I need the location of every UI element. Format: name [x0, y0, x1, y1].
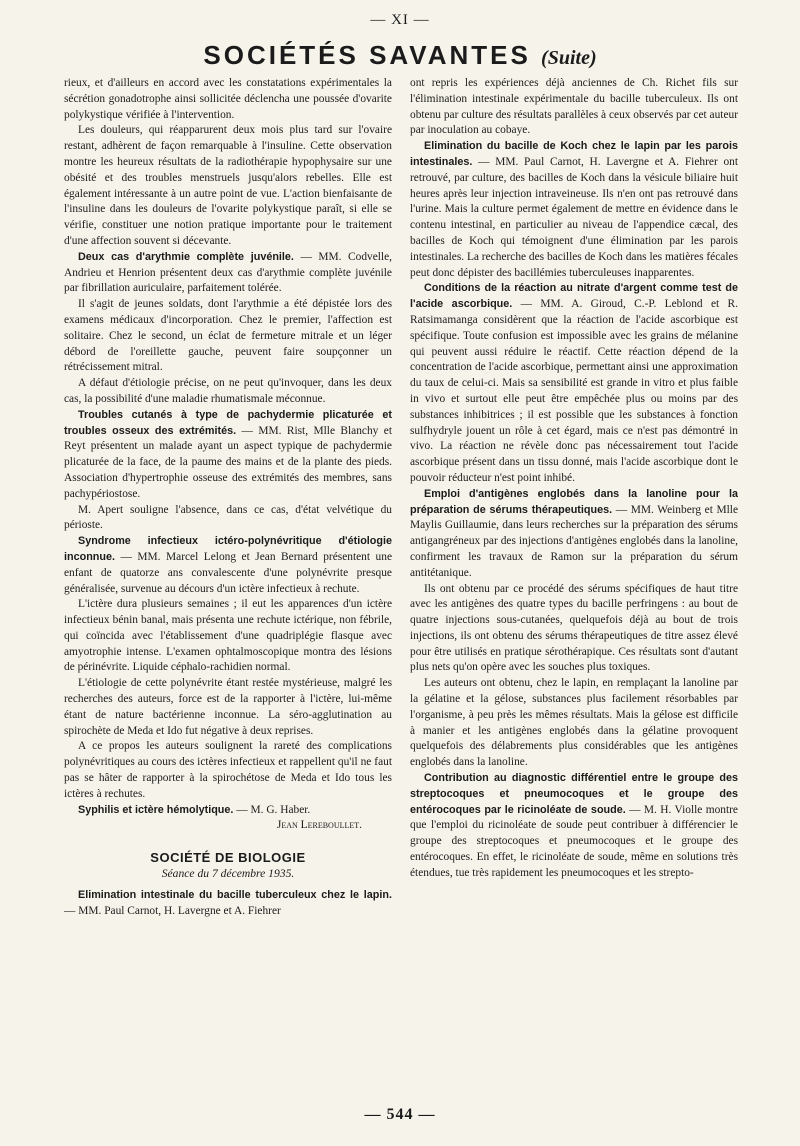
title-main: SOCIÉTÉS SAVANTES: [203, 40, 531, 70]
article-text: — M. G. Haber.: [233, 803, 311, 816]
paragraph: Ils ont obtenu par ce procédé des sérums spécifiques de haut titre avec les antigènes des quatre types du bacille perfringens : au bout de quatre injections sous-cutanées, quelquefois déjà au bout de trois injections, ils ont obtenu des sérums thérapeutiques de titre assez élevé pour être utilisés en pratique sérothérapique. Ces résultats sont d'autant plus nets qu'on opère avec les souches plus toxiques.: [410, 582, 738, 674]
title-suite: (Suite): [541, 47, 597, 69]
article-heading: Emploi d'antigènes englobés dans la lanoline pour la préparation de sérums thérapeutiques.: [410, 487, 738, 516]
article-text: — MM. Rist, Mlle Blanchy et Reyt présentent un malade ayant un aspect typique de pachydermie plicaturée de la face, de la paume des mains et de la plante des pieds. Association d'hypertrophie osseuse des extrémités des membres, sans pachypériostose.: [64, 424, 392, 500]
article-entry: [64, 250, 392, 297]
article-text: — MM. Weinberg et Mlle Maylis Guillaumie, dans leurs recherches sur la préparation des sérums antigangréneux par des injections d'antigènes englobés dans la lanoline, confirment les travaux de Ramon sur la préparation du sérum antitétanique.: [410, 503, 738, 579]
paragraph: M. Apert souligne l'absence, dans ce cas, d'état velvétique du périoste.: [64, 503, 392, 532]
article-entry: [64, 888, 392, 920]
article-entry: [410, 281, 738, 486]
paragraph: ont repris les expériences déjà anciennes de Ch. Richet fils sur l'élimination intestinale expérimentale du bacille tuberculeux. Ils ont obtenu par culture des résultats parallèles à ceux observés par cet auteur par inoculation au cobaye.: [410, 77, 738, 137]
paragraph: L'étiologie de cette polynévrite étant restée mystérieuse, malgré les recherches des auteurs, force est de la rapporter à l'ictère, lui-même étant de nature bactérienne inconnue. La séro-agglutination au spirochète de Meda et Ido fut négative à deux reprises.: [64, 677, 392, 737]
article-heading: Elimination intestinale du bacille tuberculeux chez le lapin.: [78, 888, 392, 901]
paragraph: rieux, et d'ailleurs en accord avec les constatations expérimentales la sécrétion gonadotrophe ainsi sollicitée déclencha une poussée d'ovarite polykystique vérifiée à l'intervention.: [64, 77, 392, 121]
article-heading: Elimination du bacille de Koch chez le lapin par les parois intestinales.: [410, 140, 738, 168]
page-number: — 544 —: [364, 1106, 436, 1123]
article-text: — MM. Paul Carnot, H. Lavergne et A. Fiehrer ont retrouvé, par culture, des bacilles de Koch dans la vésicule biliaire huit heures après leur injection intraveineuse. Ils n'en ont pas retrouvé dans l'urine. Mais la culture permet également de mettre en évidence dans le contenu intestinal, en particulier au niveau de l'appendice cæcal, des bacilles de Koch qui témoignent d'une élimination par les parois intestinales. La recherche des bacilles de Koch dans les matières fécales peut donc dépister des bacillémies tuberculeuses inapparentes.: [410, 155, 738, 279]
page-number-roman: — XI —: [370, 12, 430, 28]
page-title: [0, 40, 800, 73]
article-entry: [410, 771, 738, 882]
right-column: [410, 76, 738, 1098]
article-text: — MM. Marcel Lelong et Jean Bernard présentent une enfant de quatorze ans convalescente d'une polynévrite presque généralisée, survenue au décours d'un ictère infectieux à rechute.: [64, 550, 392, 595]
paragraph: A ce propos les auteurs soulignent la rareté des complications polynévritiques au cours des ictères infectieux et rappellent qu'il ne faut pas se hâter de rapporter à la spirochétose de Meda et Ido tous les ictères à rechutes.: [64, 740, 392, 800]
article-text: — MM. A. Giroud, C.-P. Leblond et R. Ratsimamanga considèrent que la réaction de l'acide ascorbique est spécifique. Toute confusion est impossible avec les grains de mélanine qui peuvent aussi réduire le réactif. Cette réaction dépend de la concentration de l'acide ascorbique, permettant ainsi une approximation du taux de celui-ci. Mais sa sensibilité est grande in vitro et plus faible in vivo et surtout elle peut être empêchée plus ou moins par des substances inhibitrices ; il est possible que les substances à fonction sulfhydryle jouent un rôle à cet égard, mais ce n'est pas démontré in vivo. La réaction ne révèle donc pas nécessairement tout l'acide ascorbique présent dans un tissu donné, mais l'acide ascorbique dont le pouvoir réducteur n'est point inhibé.: [410, 298, 738, 484]
article-text: — MM. Paul Carnot, H. Lavergne et A. Fiehrer: [64, 904, 281, 917]
paragraph: Il s'agit de jeunes soldats, dont l'arythmie a été dépistée lors des examens médicaux d'incorporation. Chez le premier, l'affection est solitaire. Chez le second, un éclat de fermeture mitrale et un léger débord de l'oreillette gauche, peuvent faire soupçonner un rétrécissement mitral.: [64, 298, 392, 374]
section-date: Séance du 7 décembre 1935.: [161, 867, 295, 881]
article-entry: [64, 408, 392, 503]
article-entry: [64, 803, 392, 819]
article-entry: [410, 139, 738, 281]
left-column: [64, 76, 392, 1098]
paragraph: L'ictère dura plusieurs semaines ; il eut les apparences d'un ictère infectieux bénin banal, mais présenta une rechute ictérique, non fébrile, qui coïncida avec l'établissement d'une quadriplégie flasque avec amyotrophie intense. L'examen ophtalmoscopique montra des lésions de périnévrite. Liquide céphalo-rachidien normal.: [64, 598, 392, 674]
author-signature: Jean Lereboullet.: [276, 819, 362, 832]
article-heading: Contribution au diagnostic différentiel entre le groupe des streptocoques et pneumocoques et le groupe des entérocoques par le ricinoléate de soude.: [410, 772, 738, 816]
paragraph: A défaut d'étiologie précise, on ne peut qu'invoquer, dans les deux cas, la possibilité d'une maladie rhumatismale méconnue.: [64, 377, 392, 405]
paragraph: Les auteurs ont obtenu, chez le lapin, en remplaçant la lanoline par la gélatine et la gélose, substances plus facilement résorbables par l'organisme, à peu près les mêmes résultats. Mais la gélose est difficile à manier et les antigènes englobés dans la gélatine provoquent quelquefois des délabrements plus considérables que les antigènes englobés dans la lanoline.: [410, 677, 738, 769]
section-title: SOCIÉTÉ DE BIOLOGIE: [150, 850, 306, 866]
paragraph: Les douleurs, qui réapparurent deux mois plus tard sur l'ovaire restant, adhèrent de façon remarquable à l'insuline. Cette observation montre les heureux résultats de la radiothérapie hypophysaire sur une obésité et des troubles menstruels jusqu'alors rebelles. Elle est également intéressante à un autre point de vue. L'action bienfaisante de l'insuline dans les douleurs de l'ovarite polykystique paraît, si elle se vérifie, constituer une notion pratique importante pour le traitement d'une affection souvent si décevante.: [64, 124, 392, 247]
article-text: — MM. Codvelle, Andrieu et Henrion présentent deux cas d'arythmie complète juvénile par fibrillation auriculaire, parfaitement tolérée.: [64, 250, 392, 295]
article-heading: Conditions de la réaction au nitrate d'argent comme test de l'acide ascorbique.: [410, 282, 738, 311]
article-entry: [64, 534, 392, 597]
article-heading: Deux cas d'arythmie complète juvénile.: [78, 250, 294, 263]
article-heading: Syphilis et ictère hémolytique.: [78, 803, 234, 816]
article-heading: Syndrome infectieux ictéro-polynévritique d'étiologie inconnue.: [64, 535, 392, 563]
article-entry: [410, 487, 738, 582]
article-text: — M. H. Violle montre que l'emploi du ricinoléate de soude peut contribuer à différencier le groupe des streptocoques et pneumocoques et le groupe des entérocoques. En effet, le ricinoléate de soude, même en solutions très étendues, tue très rapidement les pneumocoques et les strepto-: [410, 803, 738, 879]
article-heading: Troubles cutanés à type de pachydermie plicaturée et troubles osseux des extrémités.: [64, 408, 392, 437]
